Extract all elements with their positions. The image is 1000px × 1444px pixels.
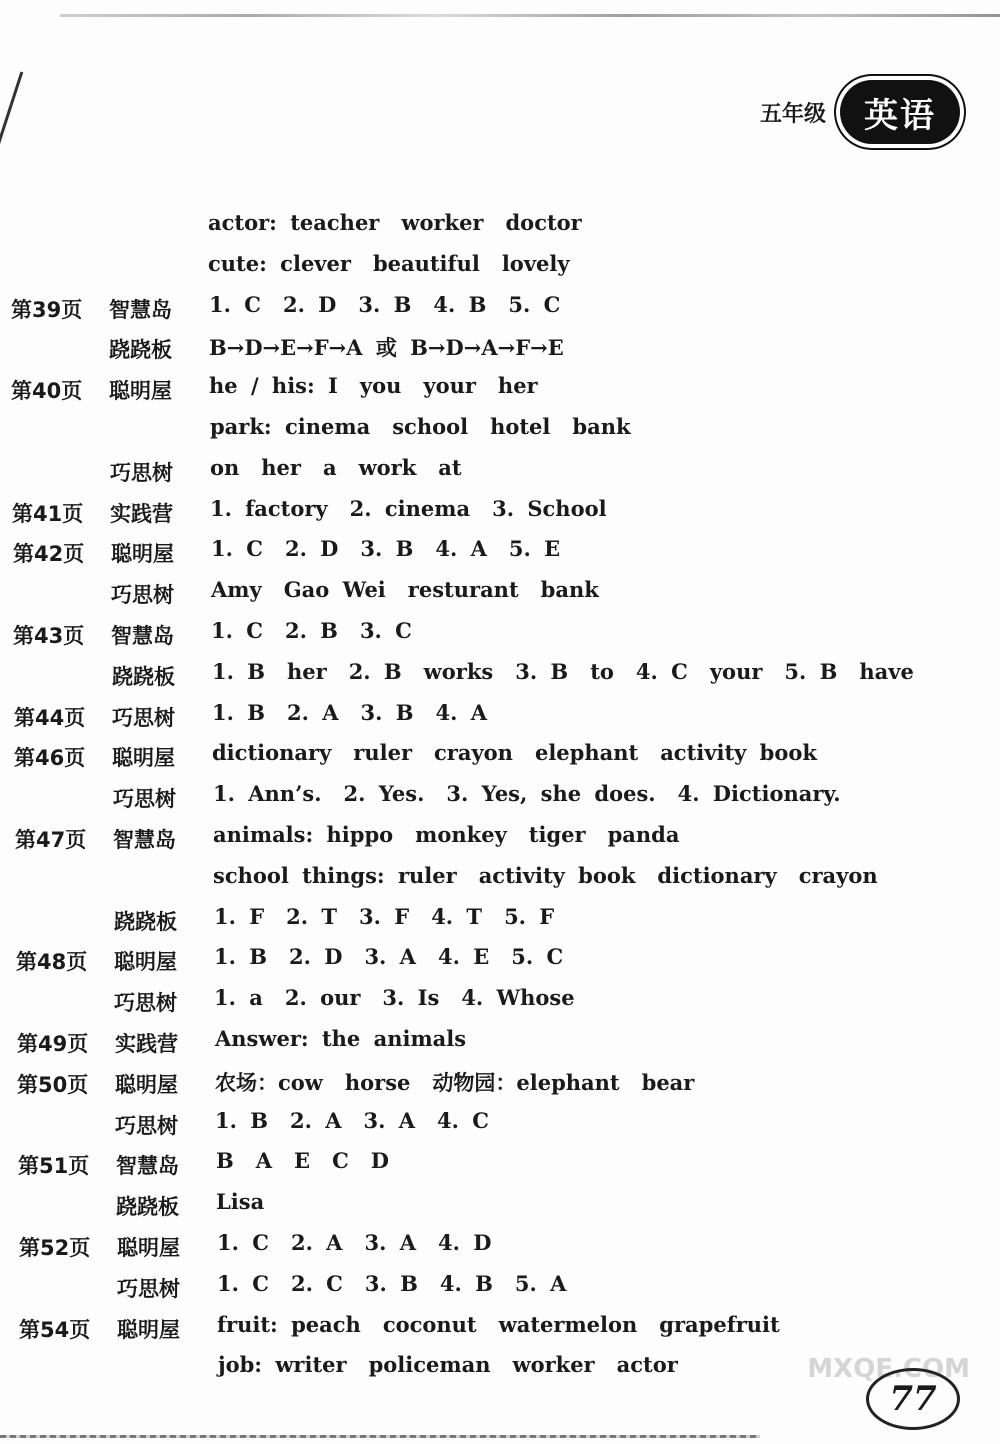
answer-item: 2. Yes. [343,781,425,807]
answer-line [212,740,839,765]
answer-line [208,251,592,276]
page-ref: 第43页 [13,624,85,648]
answer-line [212,659,936,684]
answer-item: 2. B [284,618,338,643]
answer-item: you [359,373,402,399]
bottom-edge-line [0,1435,760,1438]
answer-line [215,1026,488,1051]
answer-item: 3. C [359,618,412,643]
answer-item: Amy [211,577,262,603]
answer-item: lovely [501,250,570,276]
page-ref: 第44页 [14,705,86,730]
answer-item: 3. B [358,291,412,317]
answer-item: 5. B [784,658,838,684]
answer-item: her [286,658,327,684]
answer-item: 4. A [435,536,487,562]
answer-item: horse [344,1069,411,1095]
answer-line [211,618,434,643]
section-label: 智慧岛 [116,1154,179,1179]
answer-line [210,496,629,521]
section-label: 巧思树 [110,460,173,485]
section-label: 聪明屋 [111,542,174,567]
answer-item: bear [641,1069,695,1095]
section-label: 巧思树 [117,1276,180,1301]
page-ref: 第41页 [12,501,84,526]
answer-line [215,1108,511,1133]
answer-item: 4. B [433,291,487,317]
answer-line [209,332,586,362]
answer-item: her [497,373,538,399]
answer-item: tiger [528,822,586,847]
subject-badge: 英语 [840,80,960,144]
answer-item: 4. Whose [461,985,575,1011]
answer-line [211,577,621,602]
watermark: MXQE.COM [807,1354,970,1384]
answer-line [217,1271,588,1296]
answer-item: works [423,658,494,684]
answer-item: hotel [490,414,551,439]
answer-item: 4. B [439,1270,493,1296]
answer-item: B→D→E→F→A 或 B→D→A→F→E [209,335,564,361]
section-label: 巧思树 [112,705,175,730]
page-ref: 第54页 [19,1317,91,1342]
page-ref: 第52页 [19,1236,91,1260]
answer-item: 1. C [211,536,263,562]
answer-item: 1. C [217,1270,269,1296]
answer-item: park: cinema [210,414,371,439]
section-label: 智慧岛 [113,828,176,852]
section-label: 巧思树 [113,787,176,812]
answer-item: 2. our [284,985,361,1011]
section-label: 实践营 [110,501,173,526]
answer-item: 1. B [215,1107,268,1133]
answer-item: 1. C [217,1230,269,1255]
page-ref: 第39页 [11,297,83,322]
answer-line [209,292,582,317]
answer-item: 3. B [515,658,569,684]
answer-item: on [210,454,240,480]
answer-item: C [332,1148,349,1174]
answer-item: 2. A [289,1107,342,1133]
answer-item: 2. C [290,1270,343,1296]
answer-item: actor: teacher [208,210,380,235]
answer-item: he / his: I [209,373,338,399]
answer-item: 4. E [437,944,490,970]
section-label: 巧思树 [115,1113,178,1138]
page-ref: 第47页 [15,828,87,852]
answer-item: at [438,454,462,480]
answer-item: worker [512,1352,595,1378]
answer-line [210,455,484,480]
section-label: 聪明屋 [117,1236,180,1260]
answer-item: 5. E [508,536,561,562]
answer-item: 3. A [364,944,416,970]
answer-item: 2. cinema [349,495,471,521]
answer-item: 2. D [284,536,339,562]
answer-line [215,1067,716,1097]
page-ref: 第51页 [18,1154,90,1179]
answer-item: 1. F [214,903,265,929]
section-label: 智慧岛 [109,297,172,322]
page-ref: 第40页 [11,379,83,404]
answer-item: school things: ruler [213,862,457,888]
answer-item: cute: clever [208,250,351,276]
section-label: 聪明屋 [115,1072,178,1097]
section-label: 跷跷板 [109,338,172,363]
answer-item: 5. C [511,944,564,970]
answer-item: 3. A [364,1230,417,1255]
answer-item: B [216,1148,234,1174]
answer-item: D [370,1148,389,1174]
answer-item: crayon [434,740,513,766]
answer-line [218,1352,700,1377]
answer-line [208,210,604,235]
answer-item: 2. D [282,291,337,317]
page-ref: 第48页 [16,950,88,975]
answer-item: activity book [660,740,817,766]
answer-item: actor [616,1352,678,1378]
answer-item: panda [607,822,680,847]
page-ref: 第46页 [14,746,86,771]
answer-line [214,944,585,969]
answer-item: 2. A [286,699,339,725]
answer-item: E [294,1148,311,1174]
answer-line [217,1230,513,1255]
answer-item: 3. A [363,1107,416,1133]
answer-item: 2. B [348,658,402,684]
answer-item: 2. D [288,944,343,970]
page-ref: 第50页 [17,1072,89,1097]
answer-line [213,822,701,847]
answer-item: bank [540,577,599,603]
answer-item: Gao Wei [283,577,386,603]
answer-item: 1. B [214,944,267,970]
answer-item: 1. factory [210,495,328,521]
answer-item: 3. B [360,699,414,725]
answer-item: to [590,658,614,684]
answer-item: Answer: the animals [215,1026,467,1051]
answer-item: grapefruit [659,1311,780,1337]
answer-item: job: writer [218,1352,347,1378]
answer-item: 4. A [435,699,488,725]
answer-item: 3. B [360,536,414,562]
answer-line [217,1312,802,1337]
answer-line [214,904,576,929]
answer-item: activity book [478,862,636,888]
answer-item: school [392,414,469,439]
answer-item: 1. C [211,618,263,643]
answer-item: 农场：cow [215,1069,323,1095]
answer-item: 2. T [286,903,338,929]
section-label: 跷跷板 [114,909,177,934]
answer-item: 3. F [359,903,410,929]
answer-item: 4. C [437,1107,489,1133]
answer-line [211,536,582,561]
answer-line [213,781,863,806]
page-number: 77 [866,1368,960,1430]
answer-item: your [423,373,476,399]
answer-item: 1. C [209,291,261,317]
answer-item: A [255,1148,273,1174]
answer-item: 4. Dictionary. [677,781,841,807]
answer-item: 5. C [508,291,561,317]
section-label: 巧思树 [114,991,177,1016]
answer-item: 1. B [212,699,265,725]
answer-line [213,863,900,888]
answer-line [214,985,597,1010]
answer-item: doctor [505,210,582,235]
grade-label: 五年级 [759,101,826,127]
answer-item: 动物园：elephant [432,1069,620,1095]
answer-item: 4. C [635,658,688,684]
answer-line [209,373,560,398]
section-label: 聪明屋 [114,950,177,975]
answer-item: ruler [353,740,413,766]
answer-item: 1. B [212,658,265,684]
answer-item: worker [401,210,484,235]
answer-item: animals: hippo [213,822,394,847]
answer-item: fruit: peach [217,1311,361,1337]
answer-item: 4. T [431,903,483,929]
answer-item: 3. Yes, she does. [446,781,656,807]
section-label: 实践营 [115,1032,178,1056]
answer-item: monkey [415,822,507,847]
answer-item: beautiful [372,250,480,276]
answer-line [210,414,653,439]
page-ref: 第42页 [13,542,85,567]
answer-item: her [261,454,301,480]
page-ref: 第49页 [17,1032,89,1056]
section-label: 聪明屋 [112,746,175,771]
answer-item: coconut [382,1311,477,1337]
answer-item: policeman [368,1352,491,1378]
answer-item: bank [572,414,631,439]
answer-item: 1. Ann’s. [213,781,322,807]
section-label: 智慧岛 [111,624,174,648]
answer-item: 2. A [290,1230,343,1255]
answer-item: 5. A [514,1270,567,1296]
section-label: 聪明屋 [117,1317,180,1342]
answer-item: a [322,454,337,480]
answer-item: Lisa [216,1189,265,1215]
section-label: 跷跷板 [116,1195,179,1220]
answer-item: 1. a [214,985,263,1011]
answer-item: 4. D [438,1230,492,1255]
answer-line [212,700,509,725]
section-label: 跷跷板 [112,664,175,689]
answer-item: elephant [534,740,639,766]
answer-item: watermelon [498,1311,638,1337]
answer-item: dictionary [657,862,777,888]
answer-item: crayon [798,862,878,888]
section-label: 聪明屋 [109,379,172,404]
answer-item: your [709,658,763,684]
answer-item: have [859,658,914,684]
answer-item: 3. B [364,1270,418,1296]
section-label: 巧思树 [111,583,174,608]
answer-line [216,1189,286,1214]
answer-line [216,1148,411,1173]
answer-item: 3. Is [382,985,440,1011]
answer-item: dictionary [212,740,332,766]
answer-item: work [358,454,417,480]
answer-item: resturant [407,577,519,603]
answer-item: 3. School [492,495,607,521]
answer-item: 5. F [504,903,555,929]
